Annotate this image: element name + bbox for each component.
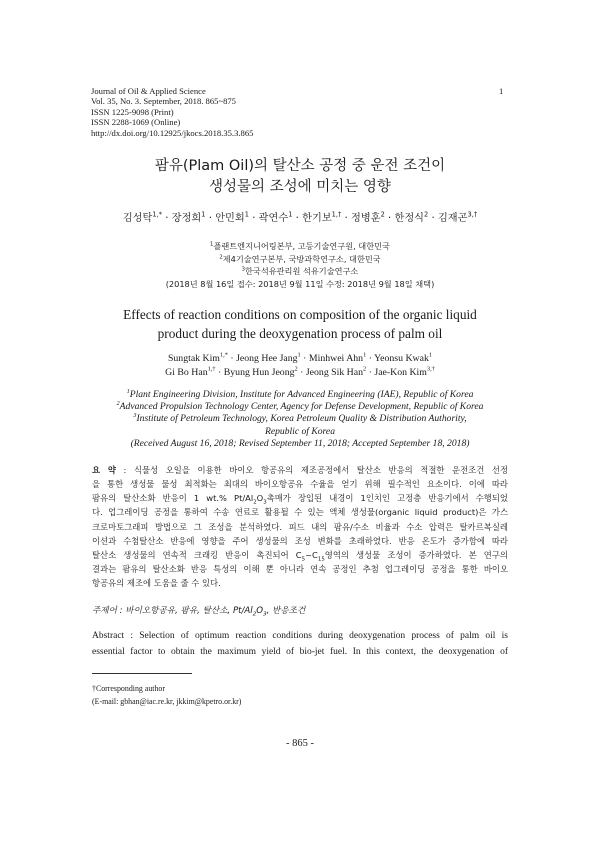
english-authors <box>0 352 600 380</box>
abstract-line <box>92 491 508 505</box>
author-name: Minhwei Ahn <box>308 353 364 364</box>
abstract-text: 탈산소 생성물의 연속적 크래킹 반응이 촉진되어 C <box>92 549 302 560</box>
abstract-text: 팜유의 탈산소화 반응이 1 wt.% Pt/Al <box>92 493 254 504</box>
english-affiliation-3 <box>0 413 600 425</box>
english-authors-line2: Gi Bo Han$^{1,\dagger}$ · Byung Hun Jeong$^2$ · Jeong Sik Han$^2$ · Jae-Kon Kim$^{3,\dagger}$ <box>165 365 435 378</box>
korean-affiliation-2 <box>0 253 600 266</box>
english-authors-line1: Sungtak Kim$^{1,*}$ · Jeong Hee Jang$^1$ · Minhwei Ahn$^1$ · Yeonsu Kwak$^1$ <box>167 351 433 364</box>
abstract-line: 이션과 수첨탈산소 반응에 영향을 주어 생성물의 조성 변화를 초래하였다. 반응 온도가 증가함에 따라 <box>92 535 508 546</box>
korean-title <box>0 156 600 198</box>
journal-header <box>91 86 253 138</box>
abstract-label: 요 약 <box>92 465 116 475</box>
author-sup: 1,† <box>207 365 216 373</box>
korean-affiliation-1 <box>0 240 600 253</box>
doi-link[interactable]: http://dx.doi.org/10.12925/jkocs.2018.35.3.865 <box>91 127 254 138</box>
affil-sup: 2 <box>219 253 223 260</box>
subscript: 5 <box>301 556 306 563</box>
subscript: 15 <box>317 556 325 563</box>
author-sup: 1,† <box>331 210 342 219</box>
author-sup: 1 <box>363 351 367 359</box>
author-name: 한기보 <box>302 213 332 224</box>
korean-authors: 김성탁$^{1,*}$ · 장정희$^1$ · 안민회$^1$ · 곽연수$^1$ · 한기보$^{1,\dagger}$ · 정병훈$^2$ · 한정식$^2$ · 김재곤$^{3,\dagger}$ <box>122 210 478 224</box>
abstract-line <box>92 548 508 562</box>
author-name: Jeong Hee Jang <box>236 353 298 364</box>
subscript: 2 <box>253 499 257 506</box>
english-abstract <box>92 628 508 660</box>
subscript: 3 <box>263 611 267 618</box>
author-sup: 1 <box>244 210 249 219</box>
author-sup: 2 <box>294 365 298 373</box>
english-affiliation-2 <box>0 401 600 413</box>
author-name: 김성탁 <box>122 213 153 224</box>
affil-sup: 1 <box>210 241 214 248</box>
author-name: 한정식 <box>394 213 425 224</box>
author-name: 김재곤 <box>437 213 468 224</box>
english-affiliation-3-cont: Republic of Korea <box>265 425 335 437</box>
author-name: Jeong Sik Han <box>305 367 364 378</box>
abstract-line: 다. 업그레이딩 공정을 통하여 수송 연료로 활용될 수 있는 액체 생성물(organic liquid product)은 가스 <box>92 507 508 518</box>
korean-title-line1: 팜유(Plam Oil)의 탈산소 공정 중 운전 조건이 <box>154 158 446 174</box>
english-dates: (Received August 16, 2018; Revised September 11, 2018; Accepted September 18, 2018) <box>130 437 470 449</box>
subscript: 2 <box>252 611 257 618</box>
author-sup: 2 <box>380 210 385 219</box>
author-name: 곽연수 <box>258 213 289 224</box>
author-name: Yeonsu Kwak <box>374 353 429 364</box>
footnote <box>92 683 241 708</box>
english-affiliations <box>0 389 600 450</box>
abstract-line <box>92 463 508 477</box>
keywords-text: O <box>256 606 264 616</box>
author-sup: 2 <box>424 210 429 219</box>
author-name: 안민회 <box>215 213 245 224</box>
affil-sup: 1 <box>126 387 130 395</box>
abstract-line: 항공유의 제조에 도움을 줄 수 있다. <box>92 578 221 589</box>
author-sup: 3,† <box>426 365 435 373</box>
korean-title-line2: 생성물의 조성에 미치는 영향 <box>209 179 391 195</box>
abstract-text: 영역의 생성물 조성이 증가하였다. 본 연구의 <box>324 549 508 560</box>
abstract-line: 결과는 팜유의 탈산소화 반응 특성의 이해 뿐 아니라 연속 공정인 추첨 업그레이딩 공정을 통한 바이오 <box>92 564 508 575</box>
abstract-line: essential factor to obtain the maximum yield of bio-jet fuel. In this context, the deoxygenation of <box>92 647 508 657</box>
affil-text: Plant Engineering Division, Institute for Advanced Engineering (IAE), Republic of Korea <box>129 389 474 400</box>
issn-print: ISSN 1225-9098 (Print) <box>91 106 174 117</box>
author-sup: 1 <box>428 351 433 359</box>
page-number-bottom: - 865 - <box>286 738 314 749</box>
author-name: Byung Hun Jeong <box>223 367 295 378</box>
korean-affiliations <box>0 240 600 291</box>
abstract-text: 촉매가 장입된 내경이 1인치인 고정층 반응기에서 수행되었 <box>266 493 508 504</box>
affil-sup: 3 <box>241 266 246 273</box>
english-title-line1: Effects of reaction conditions on composition of the organic liquid <box>123 307 477 322</box>
author-sup: 3,† <box>467 210 478 219</box>
abstract-text: ~C <box>305 549 318 560</box>
corresponding-author: †Corresponding author <box>92 684 165 693</box>
keywords-text: 주제어 : 바이오항공유, 팜유, 탈산소, Pt/Al <box>92 606 253 616</box>
keywords <box>92 604 305 616</box>
abstract-text: : 식물성 오일을 이용한 바이오 항공유의 제조공정에서 탈산소 반응의 적절한 운전조건 선정 <box>115 465 509 475</box>
author-sup: 1 <box>297 351 301 359</box>
affil-text: Institute of Petroleum Technology, Korea Petroleum Quality & Distribution Authority, <box>136 413 467 425</box>
english-title-line2: product during the deoxygenation process of palm oil <box>157 326 443 341</box>
author-name: Sungtak Kim <box>167 353 220 364</box>
affil-text: 플랜트엔지니어링본부, 고등기술연구원, 대한민국 <box>213 241 390 251</box>
abstract-line: 을 통한 생성물 물성 최적화는 최대의 바이오항공유 수율을 얻기 위해 필수적인 요소이다. 이에 따라 <box>92 479 508 490</box>
korean-dates: (2018년 8월 16일 접수: 2018년 9월 11일 수정: 2018년 9월 18일 채택) <box>165 279 435 290</box>
korean-abstract <box>92 463 508 590</box>
author-sup: 1 <box>288 210 293 219</box>
abstract-line: 크로마토그래피 방법으로 그 조성을 분석하였다. 피드 내의 팜유/수소 비율과 수소 압력은 탈카르복실레 <box>92 521 508 532</box>
issn-online: ISSN 2288-1069 (Online) <box>91 117 181 128</box>
journal-name: Journal of Oil & Applied Science <box>91 86 206 96</box>
abstract-line: Abstract : Selection of optimum reaction conditions during deoxygenation process of palm oil is <box>92 631 508 641</box>
english-affiliation-1 <box>0 389 600 401</box>
author-sup: 1,* <box>152 210 163 219</box>
footnote-divider <box>92 673 192 674</box>
english-title <box>0 305 600 343</box>
page-number-top: 1 <box>499 86 504 96</box>
author-sup: 1,* <box>219 351 228 359</box>
abstract-text: O <box>256 493 264 504</box>
author-name: 정병훈 <box>351 213 381 224</box>
author-name: Jae-Kon Kim <box>374 367 427 378</box>
affil-text: 제4기술연구본부, 국방과학연구소, 대한민국 <box>222 253 381 264</box>
keywords-text: , 반응조건 <box>266 606 306 616</box>
author-sup: 2 <box>363 365 367 373</box>
author-name: 장정희 <box>171 213 202 224</box>
affil-text: Advanced Propulsion Technology Center, Agency for Defense Development, Republic of Korea <box>119 401 484 413</box>
affil-sup: 2 <box>116 400 120 408</box>
author-sup: 1 <box>201 210 206 219</box>
affil-sup: 3 <box>133 412 137 420</box>
subscript: 3 <box>263 499 267 506</box>
journal-volume: Vol. 35, No. 3. September, 2018. 865~875 <box>91 96 236 107</box>
affil-text: 한국석유관리원 석유기술연구소 <box>245 266 359 277</box>
corresponding-email: (E-mail: gbhan@iac.re.kr, jkkim@kpetro.or.kr) <box>92 696 242 706</box>
author-name: Gi Bo Han <box>165 367 208 378</box>
korean-affiliation-3 <box>0 265 600 278</box>
